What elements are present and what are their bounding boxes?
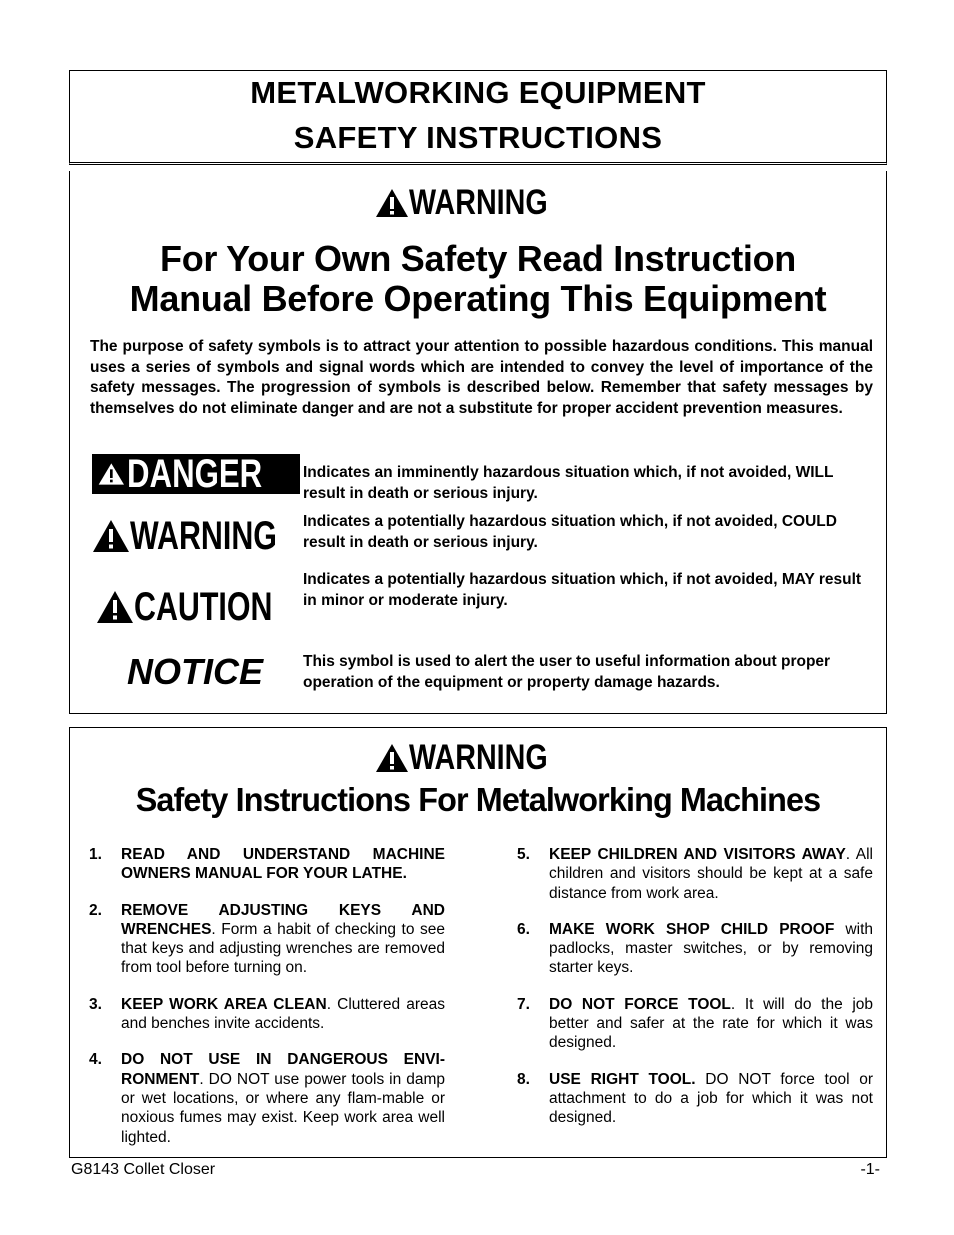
- item-body: . DO NOT use power tools in damp or wet locations, or where any flam-mable or noxious fumes may exist. Keep work area well lighted.: [121, 1070, 445, 1146]
- safety-warning-header: [70, 738, 886, 778]
- instructions-column-left: [89, 845, 445, 1164]
- item-body: . Form a habit of checking to see that keys and adjusting wrenches are removed from tool before turning on.: [121, 920, 445, 977]
- danger-label: [92, 451, 300, 496]
- warning-triangle-icon: [92, 519, 130, 553]
- item-heading: DO NOT USE IN DANGEROUS ENVI-RONMENT: [121, 1051, 445, 1088]
- item-body: . All children and visitors should be kept at a safe distance from work area.: [549, 846, 873, 902]
- footer-page-number: -1-: [860, 1161, 880, 1178]
- notice-description: This symbol is used to alert the user to useful information about proper operation of the equipment or property damage hazards.: [303, 653, 831, 691]
- headline-line-2: Manual Before Operating This Equipment: [129, 278, 827, 319]
- item-heading: MAKE WORK SHOP CHILD PROOF: [549, 920, 835, 938]
- warning-label: [92, 514, 300, 558]
- danger-triangle-icon: [98, 457, 125, 491]
- safety-warning-signal-word: WARNING: [409, 738, 548, 777]
- instruction-item: [517, 845, 873, 903]
- safety-instructions-box: [69, 727, 887, 1158]
- instruction-item: [89, 845, 445, 884]
- item-number: 7.: [517, 995, 530, 1013]
- item-number: 3.: [89, 995, 102, 1013]
- warning-header: [70, 183, 886, 223]
- warning-description: Indicates a potentially hazardous situation which, if not avoided, COULD result in death or serious injury.: [303, 513, 837, 551]
- item-number: 8.: [517, 1070, 530, 1088]
- notice-word: NOTICE: [127, 651, 264, 692]
- danger-description: Indicates an imminently hazardous situation which, if not avoided, WILL result in death or serious injury.: [303, 464, 834, 502]
- item-heading: REMOVE ADJUSTING KEYS AND WRENCHES: [121, 901, 445, 938]
- intro-paragraph: The purpose of safety symbols is to attract your attention to possible hazardous conditions. This manual uses a series of symbols and signal words which are intended to convey the level of importance of the safety messages. The progression of symbols is described below. Remember that safety messages by themselves do not eliminate danger and are not a substitute for proper accident prevention measures.: [90, 338, 873, 417]
- warning-triangle-icon: [375, 743, 409, 773]
- item-number: 5.: [517, 846, 530, 863]
- notice-label: [92, 651, 300, 695]
- instruction-item: [517, 1070, 873, 1128]
- instruction-item: [517, 920, 873, 978]
- item-body: . Cluttered areas and benches invite accidents.: [121, 995, 446, 1033]
- caution-description: Indicates a potentially hazardous situation which, if not avoided, MAY result in minor or moderate injury.: [303, 571, 862, 609]
- item-number: 1.: [89, 846, 102, 863]
- item-body: . It will do the job better and safer at the rate for which it was designed.: [549, 995, 874, 1052]
- item-body: with padlocks, master switches, or by removing starter keys.: [549, 920, 873, 977]
- title-line-1: METALWORKING EQUIPMENT: [250, 75, 706, 110]
- caution-word: CAUTION: [134, 584, 273, 629]
- title-line-2: SAFETY INSTRUCTIONS: [293, 120, 663, 155]
- instructions-column-right: [517, 845, 873, 1145]
- item-number: 2.: [89, 901, 102, 919]
- item-number: 6.: [517, 920, 530, 938]
- caution-label: [92, 585, 300, 629]
- footer-model: G8143 Collet Closer: [71, 1161, 216, 1178]
- item-number: 4.: [89, 1051, 102, 1069]
- symbols-box: [69, 171, 887, 714]
- item-heading: DO NOT FORCE TOOL: [549, 995, 731, 1013]
- warning-signal-word: WARNING: [409, 183, 548, 222]
- warning-triangle-icon: [375, 188, 409, 218]
- title-box: [69, 70, 887, 165]
- item-heading: KEEP WORK AREA CLEAN: [121, 995, 327, 1013]
- item-heading: KEEP CHILDREN AND VISITORS AWAY: [549, 846, 846, 863]
- instruction-item: [89, 995, 445, 1034]
- item-body: DO NOT force tool or attachment to do a job for which it was not designed.: [549, 1070, 874, 1127]
- instruction-item: [89, 901, 445, 978]
- item-heading: USE RIGHT TOOL.: [549, 1070, 696, 1088]
- instruction-item: [89, 1050, 445, 1146]
- instruction-item: [517, 995, 873, 1053]
- danger-word: DANGER: [126, 451, 262, 496]
- safety-heading: Safety Instructions For Metalworking Machines: [135, 781, 821, 818]
- caution-triangle-icon: [96, 590, 134, 624]
- warning-word: WARNING: [130, 513, 277, 558]
- item-heading: READ AND UNDERSTAND MACHINE OWNERS MANUAL FOR YOUR LATHE.: [121, 846, 445, 883]
- headline-line-1: For Your Own Safety Read Instruction: [160, 238, 796, 279]
